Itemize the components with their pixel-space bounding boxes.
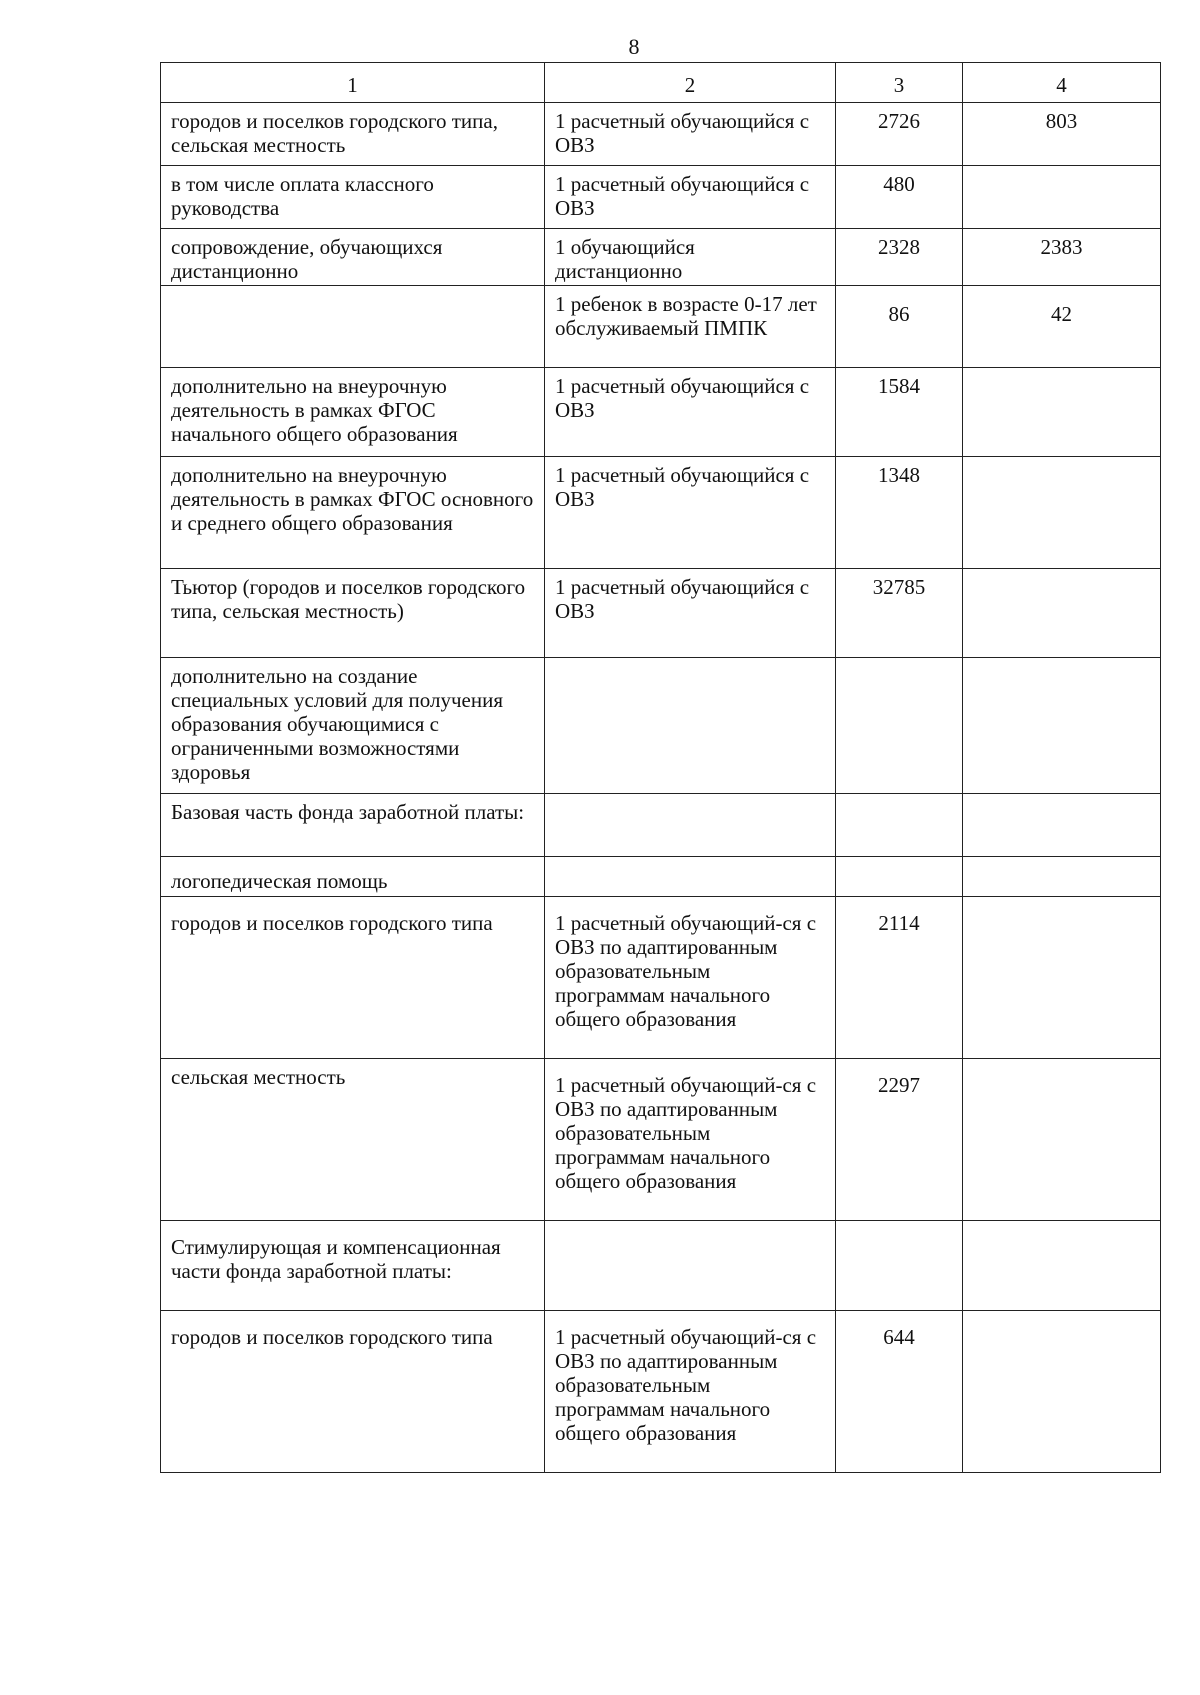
- cell-description: городов и поселков городского типа: [161, 1311, 545, 1473]
- cell-value-4: [963, 368, 1161, 457]
- cell-unit: [545, 857, 836, 897]
- cell-value-4: 2383: [963, 229, 1161, 286]
- cell-value-3: 1584: [836, 368, 963, 457]
- cell-value-3: [836, 794, 963, 857]
- cell-description: сельская местность: [161, 1059, 545, 1221]
- cell-value-4: 803: [963, 103, 1161, 166]
- cell-value-3: 86: [836, 286, 963, 368]
- cell-unit: 1 ребенок в возрасте 0-17 лет обслуживаемый ПМПК: [545, 286, 836, 368]
- table-row: [161, 897, 1161, 1059]
- cell-unit: [545, 658, 836, 794]
- cell-value-3: [836, 1221, 963, 1311]
- table-row: [161, 569, 1161, 658]
- cell-unit: 1 расчетный обучающий-ся с ОВЗ по адаптированным образовательным программам начального общего образования: [545, 897, 836, 1059]
- data-table: [160, 62, 1161, 1473]
- cell-value-4: [963, 1311, 1161, 1473]
- cell-value-3: 32785: [836, 569, 963, 658]
- header-cell: 4: [963, 63, 1161, 103]
- cell-value-4: [963, 794, 1161, 857]
- cell-description: Базовая часть фонда заработной платы:: [161, 794, 545, 857]
- cell-description: Тьютор (городов и поселков городского типа, сельская местность): [161, 569, 545, 658]
- cell-unit: 1 расчетный обучающийся с ОВЗ: [545, 368, 836, 457]
- header-cell: 2: [545, 63, 836, 103]
- cell-value-4: [963, 457, 1161, 569]
- cell-value-4: [963, 897, 1161, 1059]
- cell-value-3: 1348: [836, 457, 963, 569]
- cell-value-4: [963, 569, 1161, 658]
- cell-value-4: [963, 1221, 1161, 1311]
- page-number: 8: [628, 34, 640, 59]
- cell-unit: 1 расчетный обучающий-ся с ОВЗ по адаптированным образовательным программам начального общего образования: [545, 1059, 836, 1221]
- table-row: [161, 457, 1161, 569]
- table-row: [161, 857, 1161, 897]
- cell-unit: 1 расчетный обучающийся с ОВЗ: [545, 457, 836, 569]
- cell-description: городов и поселков городского типа, сельская местность: [161, 103, 545, 166]
- cell-description: сопровождение, обучающихся дистанционно: [161, 229, 545, 286]
- cell-unit: 1 расчетный обучающийся с ОВЗ: [545, 166, 836, 229]
- cell-description: дополнительно на внеурочную деятельность в рамках ФГОС основного и среднего общего образования: [161, 457, 545, 569]
- cell-value-3: 2297: [836, 1059, 963, 1221]
- cell-description: логопедическая помощь: [161, 857, 545, 897]
- cell-value-3: 480: [836, 166, 963, 229]
- table-row: [161, 1311, 1161, 1473]
- cell-unit: 1 расчетный обучающийся с ОВЗ: [545, 103, 836, 166]
- table-row: [161, 1221, 1161, 1311]
- cell-description: [161, 286, 545, 368]
- cell-description: Стимулирующая и компенсационная части фонда заработной платы:: [161, 1221, 545, 1311]
- table-row: [161, 794, 1161, 857]
- table-row: [161, 286, 1161, 368]
- cell-value-4: [963, 658, 1161, 794]
- table-row: [161, 229, 1161, 286]
- cell-value-4: [963, 1059, 1161, 1221]
- cell-value-3: 644: [836, 1311, 963, 1473]
- cell-value-4: 42: [963, 286, 1161, 368]
- table-header-row: [161, 63, 1161, 103]
- cell-description: в том числе оплата классного руководства: [161, 166, 545, 229]
- cell-description: дополнительно на создание специальных условий для получения образования обучающимися с ограниченными возможностями здоровья: [161, 658, 545, 794]
- cell-description: городов и поселков городского типа: [161, 897, 545, 1059]
- cell-unit: 1 обучающийся дистанционно: [545, 229, 836, 286]
- cell-description: дополнительно на внеурочную деятельность в рамках ФГОС начального общего образования: [161, 368, 545, 457]
- cell-value-3: [836, 658, 963, 794]
- cell-value-3: 2114: [836, 897, 963, 1059]
- cell-value-4: [963, 857, 1161, 897]
- header-cell: 3: [836, 63, 963, 103]
- cell-unit: 1 расчетный обучающийся с ОВЗ: [545, 569, 836, 658]
- table-row: [161, 103, 1161, 166]
- cell-unit: [545, 794, 836, 857]
- header-cell: 1: [161, 63, 545, 103]
- cell-value-3: 2726: [836, 103, 963, 166]
- cell-value-3: 2328: [836, 229, 963, 286]
- table-row: [161, 166, 1161, 229]
- table-row: [161, 368, 1161, 457]
- table-row: [161, 658, 1161, 794]
- table-row: [161, 1059, 1161, 1221]
- cell-value-3: [836, 857, 963, 897]
- cell-unit: 1 расчетный обучающий-ся с ОВЗ по адаптированным образовательным программам начального общего образования: [545, 1311, 836, 1473]
- cell-value-4: [963, 166, 1161, 229]
- cell-unit: [545, 1221, 836, 1311]
